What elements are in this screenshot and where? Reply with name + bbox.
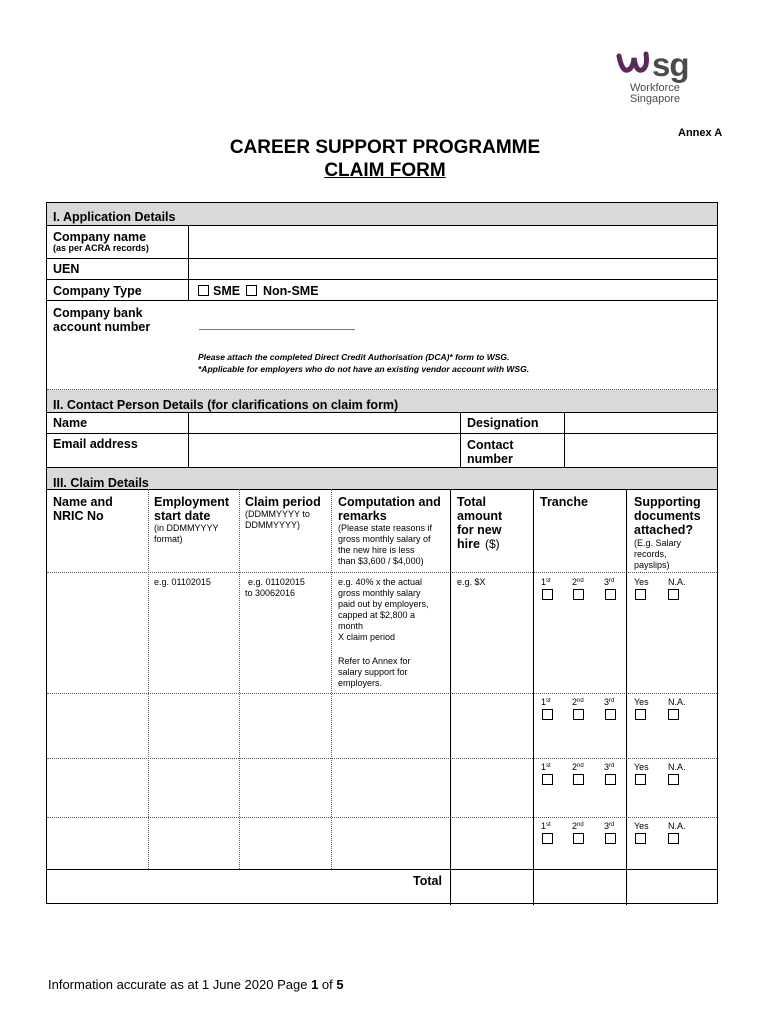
example-computation-6: X claim period bbox=[338, 632, 396, 642]
annex-label: Annex A bbox=[678, 127, 723, 139]
col-computation-note1: (Please state reasons if bbox=[338, 523, 433, 533]
col-computation-line1: Computation and bbox=[338, 495, 441, 509]
col-start-note2: format) bbox=[154, 534, 183, 544]
tranche-2-label: 2nd bbox=[572, 577, 584, 587]
contact-name-label: Name bbox=[53, 416, 88, 430]
yes-label: Yes bbox=[634, 821, 649, 831]
section2-heading: II. Contact Person Details (for clarifications on claim form) bbox=[53, 398, 399, 412]
section3-heading: III. Claim Details bbox=[53, 476, 149, 490]
tranche-1-label: 1st bbox=[541, 762, 551, 772]
tranche-3-label: 3rd bbox=[604, 821, 615, 831]
footer-text: Information accurate as at 1 June 2020 Page bbox=[48, 977, 312, 992]
example-refer-2: salary support for bbox=[338, 667, 408, 677]
tranche-2-label: 2nd bbox=[572, 821, 584, 831]
row3-tranche1-checkbox[interactable] bbox=[542, 774, 553, 785]
logo-subtitle-1: Workforce bbox=[630, 82, 680, 94]
col-tranche: Tranche bbox=[540, 495, 588, 509]
row3-tranche3-checkbox[interactable] bbox=[605, 774, 616, 785]
company-name-field[interactable] bbox=[190, 226, 717, 257]
bank-account-field[interactable] bbox=[199, 329, 355, 330]
na-label: N.A. bbox=[668, 577, 686, 587]
page-footer bbox=[48, 977, 344, 992]
col-docs-line3: attached? bbox=[634, 523, 694, 537]
logo-text: sg bbox=[652, 46, 689, 83]
row3-na-checkbox[interactable] bbox=[668, 774, 679, 785]
row2-na-checkbox[interactable] bbox=[668, 709, 679, 720]
non-sme-option-label: Non-SME bbox=[263, 284, 319, 298]
col-name-line1: Name and bbox=[53, 495, 113, 509]
col-total-hire: hire bbox=[457, 537, 480, 551]
col-period-line1: Claim period bbox=[245, 495, 321, 509]
section1-heading: I. Application Details bbox=[53, 210, 176, 224]
example-computation-5: month bbox=[338, 621, 364, 631]
total-amount-field[interactable] bbox=[451, 870, 532, 904]
tranche-3-label: 3rd bbox=[604, 697, 615, 707]
row2-tranche3-checkbox[interactable] bbox=[605, 709, 616, 720]
col-start-note1: (in DDMMYYYY bbox=[154, 523, 219, 533]
row2-tranche2-checkbox[interactable] bbox=[573, 709, 584, 720]
dca-note-line2: *Applicable for employers who do not have an existing vendor account with WSG. bbox=[198, 364, 530, 374]
row2-yes-checkbox[interactable] bbox=[635, 709, 646, 720]
designation-label: Designation bbox=[467, 416, 539, 430]
example-amount: e.g. $X bbox=[457, 577, 486, 587]
footer-total: 5 bbox=[336, 977, 344, 992]
col-total-line1: Total bbox=[457, 495, 486, 509]
wsg-logo bbox=[616, 48, 716, 108]
col-period-note2: DDMMYYYY) bbox=[245, 520, 301, 530]
row4-na-checkbox[interactable] bbox=[668, 833, 679, 844]
email-label: Email address bbox=[53, 437, 138, 451]
tranche-2-label: 2nd bbox=[572, 697, 584, 707]
col-docs-line2: documents bbox=[634, 509, 701, 523]
row4-tranche2-checkbox[interactable] bbox=[573, 833, 584, 844]
row1-yes-checkbox[interactable] bbox=[635, 589, 646, 600]
row2-tranche1-checkbox[interactable] bbox=[542, 709, 553, 720]
yes-label: Yes bbox=[634, 762, 649, 772]
contact-number-label-2: number bbox=[467, 452, 513, 466]
uen-label: UEN bbox=[53, 262, 80, 276]
claim-form bbox=[46, 202, 718, 904]
sme-checkbox[interactable] bbox=[198, 285, 209, 296]
row1-tranche3-checkbox[interactable] bbox=[605, 589, 616, 600]
uen-field[interactable] bbox=[190, 259, 717, 278]
col-computation-note2: gross monthly salary of bbox=[338, 534, 431, 544]
col-computation-note3: the new hire is less bbox=[338, 545, 415, 555]
col-period-note1: (DDMMYYYY to bbox=[245, 509, 310, 519]
na-label: N.A. bbox=[668, 821, 686, 831]
tranche-3-label: 3rd bbox=[604, 762, 615, 772]
example-computation-1: e.g. 40% x the actual bbox=[338, 577, 423, 587]
na-label: N.A. bbox=[668, 697, 686, 707]
example-refer-1: Refer to Annex for bbox=[338, 656, 411, 666]
contact-number-field[interactable] bbox=[566, 434, 717, 466]
non-sme-checkbox[interactable] bbox=[246, 285, 257, 296]
bank-label-line2: account number bbox=[53, 320, 151, 334]
company-name-note: (as per ACRA records) bbox=[53, 243, 149, 253]
example-start-date: e.g. 01102015 bbox=[154, 577, 211, 587]
row4-tranche3-checkbox[interactable] bbox=[605, 833, 616, 844]
tranche-1-label: 1st bbox=[541, 821, 551, 831]
page-subtitle: CLAIM FORM bbox=[324, 160, 446, 181]
example-computation-3: paid out by employers, bbox=[338, 599, 429, 609]
example-computation-4: capped at $2,800 a bbox=[338, 610, 416, 620]
footer-of: of bbox=[318, 977, 337, 992]
col-docs-line1: Supporting bbox=[634, 495, 701, 509]
col-docs-note2: records, bbox=[634, 549, 667, 559]
col-docs-note1: (E.g. Salary bbox=[634, 538, 682, 548]
footer-page: 1 bbox=[311, 977, 319, 992]
tranche-1-label: 1st bbox=[541, 697, 551, 707]
col-computation-note4: than $3,600 / $4,000) bbox=[338, 556, 424, 566]
designation-field[interactable] bbox=[566, 413, 717, 432]
example-computation-2: gross monthly salary bbox=[338, 588, 421, 598]
contact-number-label-1: Contact bbox=[467, 438, 514, 452]
col-total-line2: amount bbox=[457, 509, 503, 523]
na-label: N.A. bbox=[668, 762, 686, 772]
row3-tranche2-checkbox[interactable] bbox=[573, 774, 584, 785]
example-period-2: to 30062016 bbox=[245, 588, 296, 598]
row1-tranche1-checkbox[interactable] bbox=[542, 589, 553, 600]
row4-yes-checkbox[interactable] bbox=[635, 833, 646, 844]
company-name-label: Company name bbox=[53, 230, 147, 244]
email-field[interactable] bbox=[190, 434, 458, 466]
logo-subtitle-2: Singapore bbox=[630, 93, 681, 105]
tranche-2-label: 2nd bbox=[572, 762, 584, 772]
col-name-line2: NRIC No bbox=[53, 509, 104, 523]
example-period-1: e.g. 01102015 bbox=[248, 577, 305, 587]
contact-name-field[interactable] bbox=[190, 413, 458, 432]
tranche-3-label: 3rd bbox=[604, 577, 615, 587]
total-label: Total bbox=[413, 874, 442, 888]
page-title: CAREER SUPPORT PROGRAMME bbox=[229, 137, 541, 158]
dca-note-line1: Please attach the completed Direct Credit Authorisation (DCA)* form to WSG. bbox=[198, 352, 510, 362]
col-computation-line2: remarks bbox=[338, 509, 387, 523]
example-refer-3: employers. bbox=[338, 678, 383, 688]
sme-option-label: SME bbox=[213, 284, 241, 298]
yes-label: Yes bbox=[634, 577, 649, 587]
bank-label-line1: Company bank bbox=[53, 306, 143, 320]
yes-label: Yes bbox=[634, 697, 649, 707]
row1-na-checkbox[interactable] bbox=[668, 589, 679, 600]
col-total-unit: ($) bbox=[485, 537, 500, 551]
row3-yes-checkbox[interactable] bbox=[635, 774, 646, 785]
col-start-line2: start date bbox=[154, 509, 211, 523]
row4-tranche1-checkbox[interactable] bbox=[542, 833, 553, 844]
tranche-1-label: 1st bbox=[541, 577, 551, 587]
col-docs-note3: payslips) bbox=[634, 560, 670, 570]
col-total-line3: for new bbox=[457, 523, 502, 537]
row1-tranche2-checkbox[interactable] bbox=[573, 589, 584, 600]
col-start-line1: Employment bbox=[154, 495, 230, 509]
company-type-label: Company Type bbox=[53, 284, 142, 298]
wsg-logo-mark-icon bbox=[616, 48, 656, 78]
